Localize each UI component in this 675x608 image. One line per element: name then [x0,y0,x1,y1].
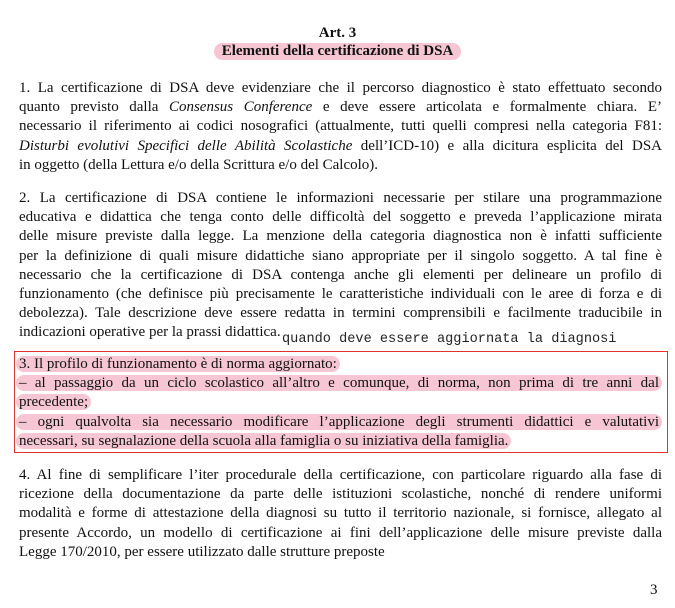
paragraph-4 [19,466,662,562]
highlight: – al passaggio da un ciclo scolastico all’altro e comunque, di norma, non prima di tre anni dal [16,375,662,391]
paragraph-2-line: debolezza). Tale descrizione deve essere redatta in termini comprensibili e facilmente traducibile in [19,305,662,322]
paragraph-2 [19,189,662,343]
paragraph-4-line: Legge 170/2010, per essere utilizzato dalle strutture preposte [19,543,385,560]
highlight: necessari, su segnalazione della scuola alla famiglia o su iniziativa della famiglia. [16,433,511,449]
paragraph-1-line: necessario il riferimento ai codici nosografici (attualmente, tutti quelli compresi nella categoria F81: [19,118,662,135]
highlight: – ogni qualvolta sia necessario modificare l’applicazione degli strumenti didattici e valutativi [16,414,662,430]
paragraph-3-line [19,355,662,374]
paragraph-2-line: indicazioni operative per la prassi didattica. [19,324,281,341]
paragraph-2-line: delle misure previste dalla legge. La menzione della categoria diagnostica non è infatti sufficiente [19,228,662,245]
paragraph-4-line: 4. Al fine di semplificare l’iter procedurale della certificazione, con particolare riguardo alla fase di [19,467,662,483]
paragraph-3-line [19,413,662,432]
highlight: precedente; [16,394,91,410]
article-title-container [0,42,675,60]
annotation-note: quando deve essere aggiornata la diagnosi [282,332,617,347]
paragraph-1-line: Disturbi evolutivi Specifici delle Abilità Scolastiche dell’ICD-10) e alla dicitura esplicita del DSA [19,137,662,154]
paragraph-2-line: educativa e didattica che tenga conto delle difficoltà del soggetto e preveda l’applicazione mirata [19,209,662,226]
paragraph-2-line: per la definizione di quali misure didattiche siano appropriate per il singolo soggetto. A tal fine è [19,247,662,264]
paragraph-3-line [19,432,662,451]
article-number: Art. 3 [318,25,357,41]
consensus-conference-italic: Consensus Conference [168,99,313,116]
paragraph-4-line: presente Accordo, un modello di certificazione ai fini dell’applicazione delle misure previste dalla [19,524,662,541]
paragraph-1-line: in oggetto (della Lettura e/o della Scrittura e/o del Calcolo). [19,156,379,173]
paragraph-4-line: modalità e forme di attestazione della diagnosi su tutto il territorio nazionale, si fornisce, allegato al [19,505,662,522]
paragraph-4-line: ricezione della documentazione da parte delle istituzioni scolastiche, nonché di rendere uniformi [19,486,662,503]
paragraph-2-line: 2. La certificazione di DSA contiene le informazioni necessarie per stilare una programmazione [19,190,662,206]
dsa-italic-term: Disturbi evolutivi Specifici delle Abilità Scolastiche [19,137,353,154]
paragraph-3 [19,355,662,451]
paragraph-1 [19,79,662,175]
highlight: 3. Il profilo di funzionamento è di norma aggiornato: [16,356,340,372]
paragraph-2-line: funzionamento (che definisce più precisamente le caratteristiche individuali con le aree di forza e di [19,286,662,303]
paragraph-1-line: 1. La certificazione di DSA deve evidenziare che il percorso diagnostico è stato effettuato secondo [19,80,662,96]
paragraph-1-line: quanto previsto dalla Consensus Conference e deve essere articolata e formalmente chiara. E’ [19,99,662,116]
paragraph-3-line [19,393,662,412]
paragraph-3-line [19,374,662,393]
page-number: 3 [650,582,658,598]
article-title: Elementi della certificazione di DSA [214,43,462,60]
paragraph-2-line: necessario che la certificazione di DSA contenga anche gli elementi per delineare un profilo di [19,266,662,283]
